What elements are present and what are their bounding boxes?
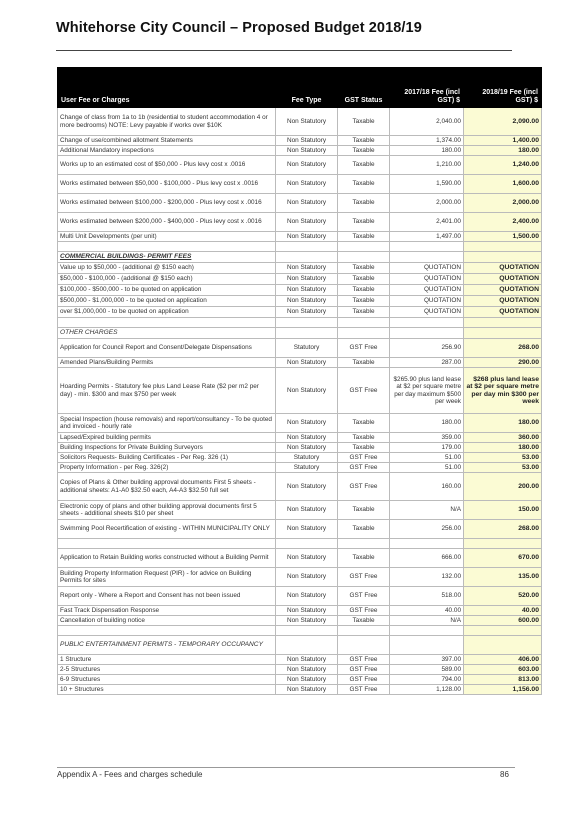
fee-description: Application for Council Report and Consent/Delegate Dispensations — [58, 339, 276, 358]
empty-cell — [464, 626, 542, 636]
fee-description: 1 Structure — [58, 655, 276, 665]
fee-type: Non Statutory — [276, 156, 338, 175]
fee-type: Non Statutory — [276, 587, 338, 606]
fee-description: Cancellation of building notice — [58, 616, 276, 626]
fee-description: 10 + Structures — [58, 685, 276, 695]
table-header-row — [58, 68, 542, 108]
fee-description: Application to Retain Building works constructed without a Building Permit — [58, 549, 276, 568]
fee-2017-18: 2,401.00 — [390, 213, 464, 232]
spacer-row — [58, 626, 542, 636]
fee-2017-18: 518.00 — [390, 587, 464, 606]
fee-type: Non Statutory — [276, 232, 338, 242]
table-row — [58, 232, 542, 242]
table-row — [58, 665, 542, 675]
empty-cell — [276, 328, 338, 339]
fee-2018-19: QUOTATION — [464, 285, 542, 296]
empty-cell — [464, 252, 542, 263]
fee-2017-18: 1,374.00 — [390, 136, 464, 146]
gst-status: GST Free — [338, 665, 390, 675]
table-row — [58, 296, 542, 307]
fee-description: Value up to $50,000 - (additional @ $150 each) — [58, 263, 276, 274]
table-row — [58, 274, 542, 285]
fee-description: Swimming Pool Recertification of existing - WITHIN MUNICIPALITY ONLY — [58, 520, 276, 539]
empty-cell — [390, 626, 464, 636]
table-row — [58, 473, 542, 501]
fee-2018-19: 406.00 — [464, 655, 542, 665]
gst-status: Taxable — [338, 213, 390, 232]
fee-description: $50,000 - $100,000 - (additional @ $150 each) — [58, 274, 276, 285]
fee-2017-18: QUOTATION — [390, 263, 464, 274]
fee-2018-19: 1,156.00 — [464, 685, 542, 695]
fee-description: Additional Mandatory inspections — [58, 146, 276, 156]
fee-description: Report only - Where a Report and Consent has not been issued — [58, 587, 276, 606]
gst-status: Taxable — [338, 274, 390, 285]
fee-2017-18: 179.00 — [390, 443, 464, 453]
fee-description: Copies of Plans & Other building approval documents First 5 sheets - additional sheets: A1-A0 $32.50 each, A4-A3 $32.50 full set — [58, 473, 276, 501]
gst-status: Taxable — [338, 616, 390, 626]
fee-type: Non Statutory — [276, 285, 338, 296]
gst-status: Taxable — [338, 296, 390, 307]
fee-2017-18: $265.90 plus land lease at $2 per square metre per day maximum $500 per week — [390, 368, 464, 414]
fee-2018-19: 813.00 — [464, 675, 542, 685]
fee-2017-18: 256.90 — [390, 339, 464, 358]
fee-type: Non Statutory — [276, 296, 338, 307]
section-heading-row — [58, 636, 542, 655]
fee-2017-18: QUOTATION — [390, 296, 464, 307]
fee-2017-18: QUOTATION — [390, 307, 464, 318]
gst-status: Taxable — [338, 307, 390, 318]
fee-description: Solicitors Requests- Building Certificates - Per Reg. 326 (1) — [58, 453, 276, 463]
fee-type: Non Statutory — [276, 685, 338, 695]
fee-2018-19: 40.00 — [464, 606, 542, 616]
fee-2017-18: 2,000.00 — [390, 194, 464, 213]
fee-2017-18: 51.00 — [390, 453, 464, 463]
fee-description: Works estimated between $100,000 - $200,000 - Plus levy cost x .0016 — [58, 194, 276, 213]
table-row — [58, 685, 542, 695]
fee-type: Non Statutory — [276, 473, 338, 501]
fee-description: Fast Track Dispensation Response — [58, 606, 276, 616]
empty-cell — [338, 328, 390, 339]
fee-description: Works estimated between $200,000 - $400,000 - Plus levy cost x .0016 — [58, 213, 276, 232]
gst-status: Taxable — [338, 358, 390, 368]
empty-cell — [390, 318, 464, 328]
gst-status: GST Free — [338, 368, 390, 414]
fee-2017-18: 589.00 — [390, 665, 464, 675]
table-row — [58, 501, 542, 520]
fee-type: Non Statutory — [276, 136, 338, 146]
fee-description: Amended Plans/Building Permits — [58, 358, 276, 368]
empty-cell — [390, 242, 464, 252]
section-heading: OTHER CHARGES — [58, 328, 276, 339]
fee-2018-19: QUOTATION — [464, 296, 542, 307]
fee-type: Non Statutory — [276, 307, 338, 318]
fee-2017-18: QUOTATION — [390, 285, 464, 296]
gst-status: Taxable — [338, 232, 390, 242]
fee-2018-19: 520.00 — [464, 587, 542, 606]
table-row — [58, 263, 542, 274]
empty-cell — [338, 636, 390, 655]
gst-status: Taxable — [338, 194, 390, 213]
gst-status: Taxable — [338, 263, 390, 274]
empty-cell — [464, 636, 542, 655]
gst-status: Taxable — [338, 175, 390, 194]
gst-status: Taxable — [338, 433, 390, 443]
gst-status: Taxable — [338, 108, 390, 136]
gst-status: Taxable — [338, 520, 390, 539]
empty-cell — [390, 328, 464, 339]
fee-2018-19: 1,240.00 — [464, 156, 542, 175]
fee-type: Non Statutory — [276, 568, 338, 587]
fees-table — [57, 67, 542, 695]
gst-status: GST Free — [338, 655, 390, 665]
table-row — [58, 108, 542, 136]
fee-description: Building Inspections for Private Building Surveyors — [58, 443, 276, 453]
fee-2017-18: 1,210.00 — [390, 156, 464, 175]
fee-2018-19: 53.00 — [464, 453, 542, 463]
fee-2017-18: 1,128.00 — [390, 685, 464, 695]
empty-cell — [58, 318, 276, 328]
gst-status: GST Free — [338, 606, 390, 616]
fee-type: Non Statutory — [276, 108, 338, 136]
fee-description: Change of class from 1a to 1b (residential to student accommodation 4 or more bedrooms) NOTE: Levy payable if works over $10K — [58, 108, 276, 136]
table-row — [58, 655, 542, 665]
fee-2017-18: 794.00 — [390, 675, 464, 685]
fee-2017-18: 40.00 — [390, 606, 464, 616]
gst-status: Taxable — [338, 414, 390, 433]
header-fee-2017-18: 2017/18 Fee (incl GST) $ — [390, 68, 464, 108]
gst-status: Taxable — [338, 146, 390, 156]
fee-type: Non Statutory — [276, 146, 338, 156]
empty-cell — [390, 636, 464, 655]
fee-2018-19: 2,000.00 — [464, 194, 542, 213]
table-row — [58, 616, 542, 626]
gst-status: GST Free — [338, 568, 390, 587]
empty-cell — [464, 242, 542, 252]
gst-status: GST Free — [338, 453, 390, 463]
fee-2017-18: 359.00 — [390, 433, 464, 443]
page-title: Whitehorse City Council – Proposed Budget 2018/19 — [56, 20, 422, 36]
fee-type: Non Statutory — [276, 433, 338, 443]
table-row — [58, 568, 542, 587]
fee-type: Non Statutory — [276, 675, 338, 685]
gst-status: GST Free — [338, 587, 390, 606]
fee-2018-19: QUOTATION — [464, 274, 542, 285]
section-heading: COMMERCIAL BUILDINGS- PERMIT FEES — [58, 252, 276, 263]
spacer-row — [58, 242, 542, 252]
table-row — [58, 175, 542, 194]
fee-2017-18: 2,040.00 — [390, 108, 464, 136]
fee-type: Non Statutory — [276, 443, 338, 453]
fee-2018-19: 360.00 — [464, 433, 542, 443]
fee-type: Non Statutory — [276, 414, 338, 433]
fee-type: Non Statutory — [276, 263, 338, 274]
fee-2018-19: 180.00 — [464, 443, 542, 453]
footer-divider — [57, 767, 515, 768]
table-row — [58, 587, 542, 606]
fee-2018-19: 2,090.00 — [464, 108, 542, 136]
fee-type: Statutory — [276, 339, 338, 358]
gst-status: GST Free — [338, 339, 390, 358]
fee-2017-18: N/A — [390, 616, 464, 626]
table-row — [58, 136, 542, 146]
fee-2017-18: N/A — [390, 501, 464, 520]
fee-2017-18: 180.00 — [390, 146, 464, 156]
empty-cell — [58, 242, 276, 252]
fee-description: Property Information - per Reg. 326(2) — [58, 463, 276, 473]
header-fee-2018-19: 2018/19 Fee (incl GST) $ — [464, 68, 542, 108]
fee-type: Statutory — [276, 453, 338, 463]
fee-2017-18: 132.00 — [390, 568, 464, 587]
fee-type: Non Statutory — [276, 549, 338, 568]
empty-cell — [338, 242, 390, 252]
empty-cell — [58, 626, 276, 636]
table-row — [58, 606, 542, 616]
fee-type: Non Statutory — [276, 665, 338, 675]
gst-status: Taxable — [338, 549, 390, 568]
fee-2017-18: 666.00 — [390, 549, 464, 568]
empty-cell — [338, 252, 390, 263]
title-divider — [56, 50, 512, 51]
empty-cell — [276, 636, 338, 655]
fee-description: Electronic copy of plans and other building approval documents first 5 sheets - additional sheets $10 per sheet — [58, 501, 276, 520]
spacer-row — [58, 318, 542, 328]
fee-2017-18: 256.00 — [390, 520, 464, 539]
section-heading: PUBLIC ENTERTAINMENT PERMITS - TEMPORARY OCCUPANCY — [58, 636, 276, 655]
fee-description: Lapsed/Expired building permits — [58, 433, 276, 443]
header-fee-type: Fee Type — [276, 68, 338, 108]
gst-status: Taxable — [338, 156, 390, 175]
fee-description: Change of use/combined allotment Statements — [58, 136, 276, 146]
fee-description: 6-9 Structures — [58, 675, 276, 685]
empty-cell — [338, 318, 390, 328]
table-row — [58, 414, 542, 433]
empty-cell — [276, 318, 338, 328]
fee-2018-19: $268 plus land lease at $2 per square metre per day min $300 per week — [464, 368, 542, 414]
empty-cell — [338, 539, 390, 549]
empty-cell — [390, 252, 464, 263]
fee-type: Statutory — [276, 463, 338, 473]
table-row — [58, 339, 542, 358]
fee-type: Non Statutory — [276, 501, 338, 520]
fee-description: Building Property Information Request (PIR) - for advice on Building Permits for sites — [58, 568, 276, 587]
fee-2017-18: QUOTATION — [390, 274, 464, 285]
fee-type: Non Statutory — [276, 358, 338, 368]
gst-status: Taxable — [338, 443, 390, 453]
fee-description: Special Inspection (house removals) and report/consultancy - To be quoted and invoiced - hourly rate — [58, 414, 276, 433]
fee-2018-19: QUOTATION — [464, 263, 542, 274]
empty-cell — [276, 252, 338, 263]
fee-2018-19: 268.00 — [464, 339, 542, 358]
fee-description: Works estimated between $50,000 - $100,000 - Plus levy cost x .0016 — [58, 175, 276, 194]
fee-2018-19: 290.00 — [464, 358, 542, 368]
fee-description: 2-5 Structures — [58, 665, 276, 675]
fee-2018-19: 1,400.00 — [464, 136, 542, 146]
table-body — [58, 108, 542, 695]
empty-cell — [276, 539, 338, 549]
gst-status: GST Free — [338, 473, 390, 501]
table-row — [58, 213, 542, 232]
fee-2018-19: 180.00 — [464, 146, 542, 156]
fee-2017-18: 1,497.00 — [390, 232, 464, 242]
empty-cell — [464, 539, 542, 549]
fee-type: Non Statutory — [276, 175, 338, 194]
spacer-row — [58, 539, 542, 549]
section-heading-row — [58, 328, 542, 339]
gst-status: Taxable — [338, 501, 390, 520]
table-row — [58, 520, 542, 539]
empty-cell — [58, 539, 276, 549]
fee-type: Non Statutory — [276, 616, 338, 626]
fee-2018-19: QUOTATION — [464, 307, 542, 318]
fee-2018-19: 603.00 — [464, 665, 542, 675]
fee-description: $500,000 - $1,000,000 - to be quoted on application — [58, 296, 276, 307]
fee-2018-19: 1,500.00 — [464, 232, 542, 242]
header-gst-status: GST Status — [338, 68, 390, 108]
table-row — [58, 194, 542, 213]
table-row — [58, 307, 542, 318]
table-row — [58, 443, 542, 453]
header-user-fee: User Fee or Charges — [58, 68, 276, 108]
fee-2017-18: 160.00 — [390, 473, 464, 501]
empty-cell — [464, 328, 542, 339]
table-row — [58, 433, 542, 443]
fee-description: $100,000 - $500,000 - to be quoted on application — [58, 285, 276, 296]
empty-cell — [338, 626, 390, 636]
fee-type: Non Statutory — [276, 520, 338, 539]
fee-2018-19: 150.00 — [464, 501, 542, 520]
fee-description: Multi Unit Developments (per unit) — [58, 232, 276, 242]
fee-description: Works up to an estimated cost of $50,000 - Plus levy cost x .0016 — [58, 156, 276, 175]
table-row — [58, 285, 542, 296]
fee-type: Non Statutory — [276, 194, 338, 213]
fee-2018-19: 200.00 — [464, 473, 542, 501]
fee-type: Non Statutory — [276, 274, 338, 285]
table-row — [58, 549, 542, 568]
page-number: 86 — [500, 770, 509, 779]
fee-2018-19: 180.00 — [464, 414, 542, 433]
fee-2017-18: 287.00 — [390, 358, 464, 368]
table-row — [58, 358, 542, 368]
footer-label: Appendix A - Fees and charges schedule — [57, 770, 203, 779]
table-row — [58, 156, 542, 175]
fee-2018-19: 1,600.00 — [464, 175, 542, 194]
table-row — [58, 463, 542, 473]
gst-status: Taxable — [338, 136, 390, 146]
fee-description: over $1,000,000 - to be quoted on application — [58, 307, 276, 318]
fee-description: Hoarding Permits - Statutory fee plus Land Lease Rate ($2 per m2 per day) - min. $300 and max $750 per week — [58, 368, 276, 414]
gst-status: Taxable — [338, 285, 390, 296]
fee-type: Non Statutory — [276, 655, 338, 665]
gst-status: GST Free — [338, 675, 390, 685]
fee-type: Non Statutory — [276, 606, 338, 616]
empty-cell — [276, 626, 338, 636]
fee-2017-18: 180.00 — [390, 414, 464, 433]
fee-2017-18: 51.00 — [390, 463, 464, 473]
fee-2018-19: 53.00 — [464, 463, 542, 473]
gst-status: GST Free — [338, 463, 390, 473]
fee-type: Non Statutory — [276, 368, 338, 414]
table-row — [58, 453, 542, 463]
fee-2018-19: 2,400.00 — [464, 213, 542, 232]
section-heading-row — [58, 252, 542, 263]
fee-2018-19: 135.00 — [464, 568, 542, 587]
fee-2017-18: 1,590.00 — [390, 175, 464, 194]
empty-cell — [276, 242, 338, 252]
table-row — [58, 675, 542, 685]
empty-cell — [390, 539, 464, 549]
empty-cell — [464, 318, 542, 328]
fee-2018-19: 268.00 — [464, 520, 542, 539]
fee-2017-18: 397.00 — [390, 655, 464, 665]
fee-2018-19: 600.00 — [464, 616, 542, 626]
table-row — [58, 368, 542, 414]
table-row — [58, 146, 542, 156]
gst-status: GST Free — [338, 685, 390, 695]
fee-2018-19: 670.00 — [464, 549, 542, 568]
fee-type: Non Statutory — [276, 213, 338, 232]
